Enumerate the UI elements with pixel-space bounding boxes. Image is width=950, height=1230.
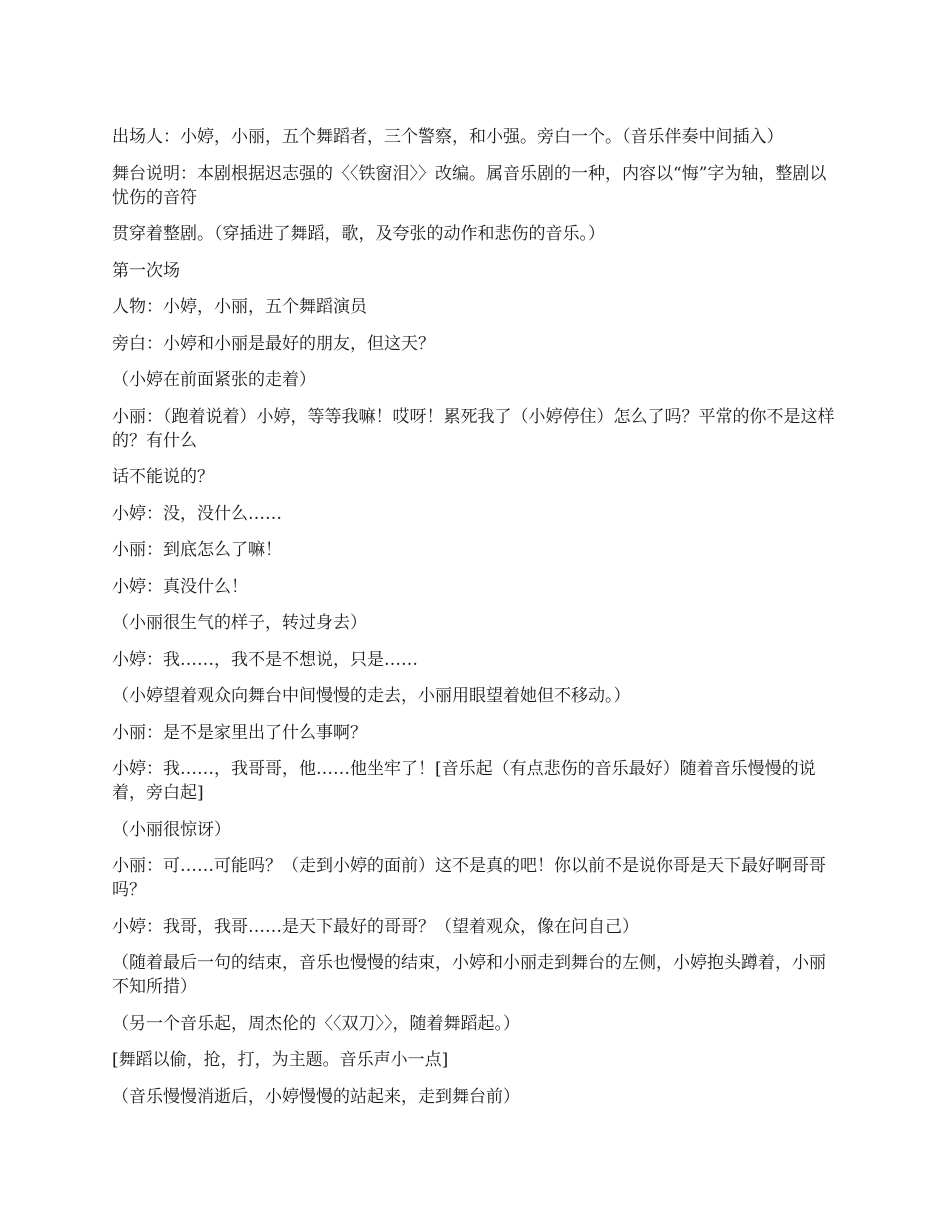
script-body — [112, 125, 842, 1121]
stage-direction: （小婷望着观众向舞台中间慢慢的走去，小丽用眼望着她但不移动。） — [112, 686, 631, 706]
dialogue-line: 小丽：是不是家里出了什么事啊？ — [112, 722, 367, 743]
paragraph-stage-notes-cont: 贯穿着整剧。（穿插进了舞蹈，歌，及夸张的动作和悲伤的音乐。） — [112, 224, 605, 244]
stage-direction: （小丽很生气的样子，转过身去） — [112, 613, 367, 633]
stage-direction: （小婷在前面紧张的走着） — [112, 370, 316, 390]
stage-direction: （另一个音乐起，周杰伦的〈〈双刀〉〉，随着舞蹈起。） — [112, 1013, 520, 1034]
dialogue-line: 小婷：我哥，我哥……是天下最好的哥哥？（望着观众，像在问自己） — [112, 916, 639, 937]
paragraph-cast: 出场人：小婷，小丽，五个舞蹈者，三个警察，和小强。旁白一个。（音乐伴奏中间插入） — [112, 127, 784, 147]
dialogue-line: 小婷：真没什么！ — [112, 576, 248, 597]
stage-direction: （小丽很惊讶） — [112, 819, 231, 840]
dialogue-line: 小婷：我……，我哥哥，他……他坐牢了！[音乐起（有点悲伤的音乐最好）随着音乐慢慢的说着，旁白起] — [112, 759, 816, 803]
scene-heading: 第一次场 — [112, 260, 180, 281]
dialogue-line: 小丽：（跑着说着）小婷，等等我嘛！哎呀！累死我了（小婷停住）怎么了吗？平常的你不是这样的？有什么 — [112, 406, 835, 451]
stage-direction: [舞蹈以偷，抢，打，为主题。音乐声小一点] — [112, 1050, 449, 1070]
dialogue-line: 小婷：我……，我不是不想说，只是…… — [112, 649, 418, 670]
paragraph-characters: 人物：小婷，小丽，五个舞蹈演员 — [112, 297, 367, 317]
dialogue-line: 小丽：到底怎么了嘛！ — [112, 540, 282, 560]
stage-direction: （随着最后一句的结束，音乐也慢慢的结束，小婷和小丽走到舞台的左侧，小婷抱头蹲着，小丽不知所措） — [112, 953, 826, 997]
dialogue-line: 小丽：可……可能吗？（走到小婷的面前）这不是真的吧！你以前不是说你哥是天下最好啊哥哥吗？ — [112, 856, 826, 900]
paragraph-stage-notes: 舞台说明：本剧根据迟志强的〈〈铁窗泪〉〉改编。属音乐剧的一种，内容以“悔”字为轴，整剧以忧伤的音符 — [112, 163, 827, 208]
dialogue-line: 小婷：没，没什么…… — [112, 503, 282, 524]
dialogue-line: 旁白：小婷和小丽是最好的朋友，但这天？ — [112, 333, 435, 354]
dialogue-line-cont: 话不能说的？ — [112, 467, 214, 487]
stage-direction: （音乐慢慢消逝后，小婷慢慢的站起来，走到舞台前） — [112, 1086, 520, 1107]
